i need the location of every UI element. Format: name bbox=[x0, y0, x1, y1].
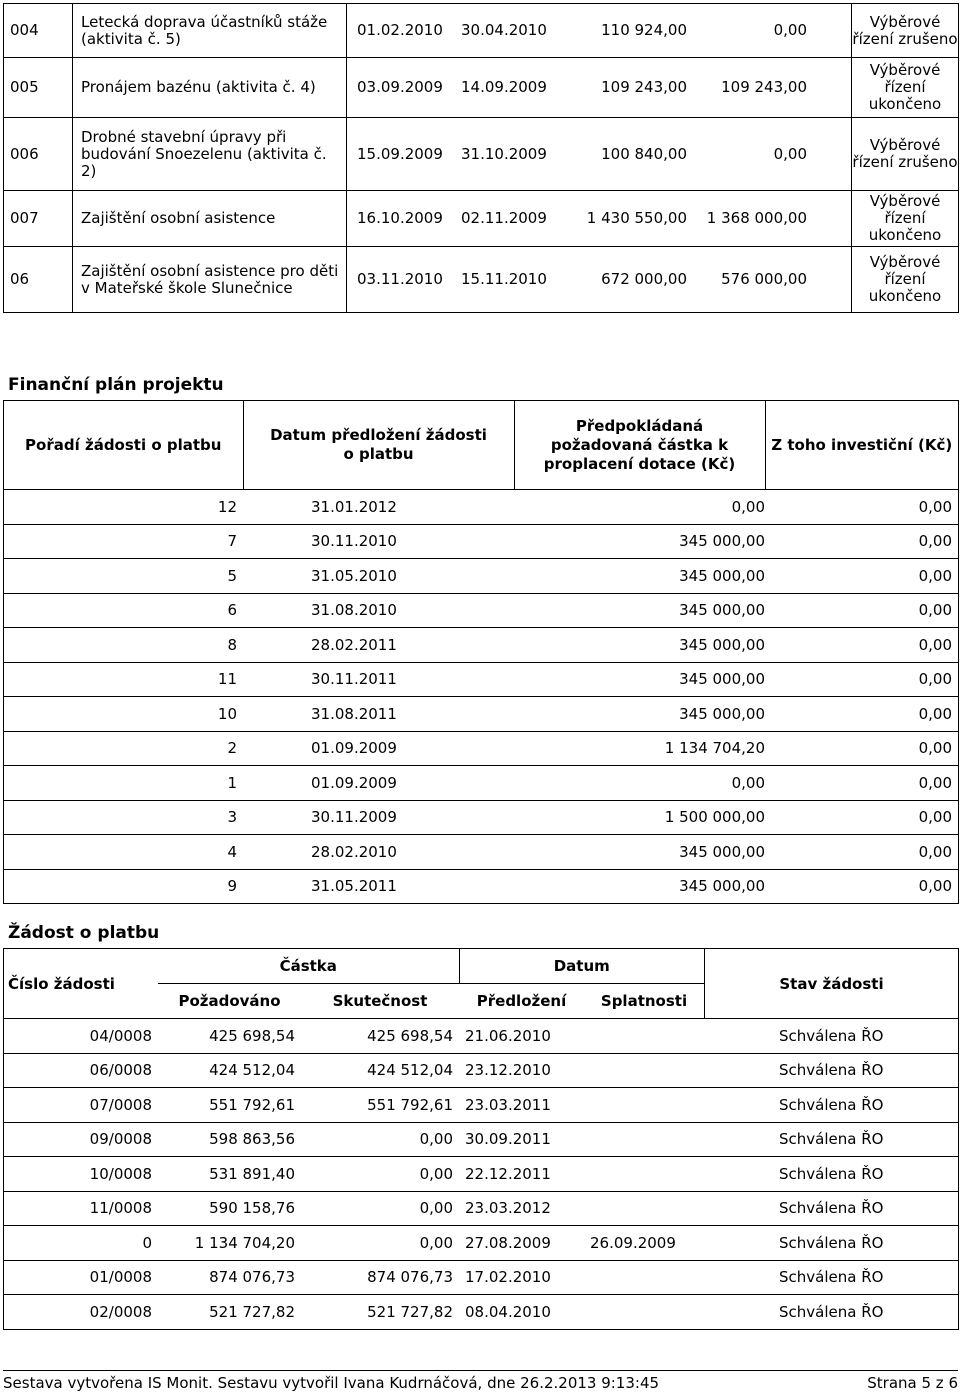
payment-due: 26.09.2009 bbox=[584, 1226, 705, 1261]
payment-submitted: 08.04.2010 bbox=[459, 1295, 584, 1330]
header-requested: Požadováno bbox=[158, 984, 301, 1019]
procurement-paid: 109 243,00 bbox=[721, 78, 807, 96]
payment-row bbox=[4, 1053, 959, 1088]
payment-number: 02/0008 bbox=[4, 1295, 159, 1330]
header-number: Číslo žádosti bbox=[4, 949, 159, 1019]
payment-due bbox=[584, 1088, 705, 1123]
payment-number: 09/0008 bbox=[4, 1122, 159, 1157]
payment-due bbox=[584, 1191, 705, 1226]
plan-order: 6 bbox=[4, 593, 244, 628]
payment-row bbox=[4, 1191, 959, 1226]
plan-amount: 345 000,00 bbox=[514, 559, 765, 594]
procurement-name: Drobné stavební úpravy při budování Snoezelenu (aktivita č. 2) bbox=[73, 118, 347, 191]
payment-submitted: 23.03.2012 bbox=[459, 1191, 584, 1226]
plan-amount: 0,00 bbox=[514, 766, 765, 801]
payment-requested: 551 792,61 bbox=[158, 1088, 301, 1123]
payment-actual: 424 512,04 bbox=[301, 1053, 459, 1088]
procurement-state: Výběrové řízení zrušeno bbox=[852, 4, 959, 58]
payment-requested: 1 134 704,20 bbox=[158, 1226, 301, 1261]
payment-requested: 424 512,04 bbox=[158, 1053, 301, 1088]
procurement-row bbox=[4, 4, 959, 58]
payment-actual: 874 076,73 bbox=[301, 1260, 459, 1295]
procurement-state: Výběrové řízení ukončeno bbox=[852, 191, 959, 247]
plan-date: 28.02.2010 bbox=[243, 835, 514, 870]
payment-actual: 0,00 bbox=[301, 1122, 459, 1157]
plan-date: 01.09.2009 bbox=[243, 766, 514, 801]
financial-plan-row bbox=[4, 593, 959, 628]
payment-actual: 0,00 bbox=[301, 1226, 459, 1261]
plan-date: 30.11.2010 bbox=[243, 524, 514, 559]
plan-invest: 0,00 bbox=[765, 697, 959, 732]
plan-amount: 345 000,00 bbox=[514, 835, 765, 870]
payment-row bbox=[4, 1019, 959, 1054]
plan-date: 31.08.2011 bbox=[243, 697, 514, 732]
plan-order: 8 bbox=[4, 628, 244, 663]
plan-date: 28.02.2011 bbox=[243, 628, 514, 663]
payment-submitted: 21.06.2010 bbox=[459, 1019, 584, 1054]
plan-date: 31.01.2012 bbox=[243, 490, 514, 525]
plan-invest: 0,00 bbox=[765, 490, 959, 525]
payment-number: 07/0008 bbox=[4, 1088, 159, 1123]
payment-requested: 425 698,54 bbox=[158, 1019, 301, 1054]
header-amount: Předpokládaná požadovaná částka k proplacení dotace (Kč) bbox=[514, 401, 765, 490]
payment-number: 10/0008 bbox=[4, 1157, 159, 1192]
payment-due bbox=[584, 1260, 705, 1295]
plan-amount: 1 134 704,20 bbox=[514, 731, 765, 766]
financial-plan-row bbox=[4, 662, 959, 697]
plan-invest: 0,00 bbox=[765, 869, 959, 904]
procurement-amount: 110 924,00 bbox=[601, 21, 687, 39]
payment-requested: 521 727,82 bbox=[158, 1295, 301, 1330]
plan-date: 30.11.2009 bbox=[243, 800, 514, 835]
payment-submitted: 17.02.2010 bbox=[459, 1260, 584, 1295]
procurement-amount: 672 000,00 bbox=[601, 270, 687, 288]
payment-due bbox=[584, 1019, 705, 1054]
header-state: Stav žádosti bbox=[705, 949, 959, 1019]
header-date-group: Datum bbox=[459, 949, 705, 984]
financial-plan-row bbox=[4, 766, 959, 801]
procurement-table bbox=[3, 3, 959, 313]
plan-order: 5 bbox=[4, 559, 244, 594]
footer-page-number: Strana 5 z 6 bbox=[867, 1374, 958, 1392]
plan-order: 7 bbox=[4, 524, 244, 559]
payment-submitted: 23.03.2011 bbox=[459, 1088, 584, 1123]
payment-row bbox=[4, 1260, 959, 1295]
procurement-number: 007 bbox=[4, 191, 73, 247]
payment-actual: 0,00 bbox=[301, 1157, 459, 1192]
procurement-values bbox=[347, 191, 852, 247]
payment-state: Schválena ŘO bbox=[705, 1157, 959, 1192]
procurement-name: Zajištění osobní asistence pro děti v Mateřské škole Slunečnice bbox=[73, 247, 347, 313]
plan-order: 12 bbox=[4, 490, 244, 525]
header-due: Splatnosti bbox=[584, 984, 705, 1019]
procurement-number: 004 bbox=[4, 4, 73, 58]
payment-number: 11/0008 bbox=[4, 1191, 159, 1226]
procurement-paid: 1 368 000,00 bbox=[706, 209, 807, 227]
plan-invest: 0,00 bbox=[765, 559, 959, 594]
payment-number: 04/0008 bbox=[4, 1019, 159, 1054]
payment-row bbox=[4, 1088, 959, 1123]
plan-order: 11 bbox=[4, 662, 244, 697]
plan-order: 1 bbox=[4, 766, 244, 801]
financial-plan-row bbox=[4, 697, 959, 732]
procurement-number: 06 bbox=[4, 247, 73, 313]
procurement-number: 005 bbox=[4, 58, 73, 118]
procurement-from: 03.09.2009 bbox=[357, 78, 443, 96]
plan-invest: 0,00 bbox=[765, 662, 959, 697]
plan-amount: 345 000,00 bbox=[514, 869, 765, 904]
procurement-row bbox=[4, 58, 959, 118]
payment-actual: 521 727,82 bbox=[301, 1295, 459, 1330]
payment-request-title: Žádost o platbu bbox=[8, 923, 160, 943]
procurement-row bbox=[4, 191, 959, 247]
procurement-paid: 0,00 bbox=[773, 21, 807, 39]
plan-order: 4 bbox=[4, 835, 244, 870]
payment-actual: 425 698,54 bbox=[301, 1019, 459, 1054]
payment-due bbox=[584, 1295, 705, 1330]
procurement-state: Výběrové řízení ukončeno bbox=[852, 58, 959, 118]
payment-due bbox=[584, 1157, 705, 1192]
financial-plan-row bbox=[4, 524, 959, 559]
payment-state: Schválena ŘO bbox=[705, 1088, 959, 1123]
payment-row bbox=[4, 1226, 959, 1261]
financial-plan-row bbox=[4, 490, 959, 525]
procurement-row bbox=[4, 118, 959, 191]
plan-invest: 0,00 bbox=[765, 835, 959, 870]
payment-submitted: 27.08.2009 bbox=[459, 1226, 584, 1261]
procurement-paid: 0,00 bbox=[773, 144, 807, 163]
payment-state: Schválena ŘO bbox=[705, 1226, 959, 1261]
plan-order: 2 bbox=[4, 731, 244, 766]
payment-requested: 598 863,56 bbox=[158, 1122, 301, 1157]
plan-amount: 345 000,00 bbox=[514, 593, 765, 628]
payment-state: Schválena ŘO bbox=[705, 1019, 959, 1054]
plan-date: 31.05.2010 bbox=[243, 559, 514, 594]
procurement-row bbox=[4, 247, 959, 313]
plan-amount: 1 500 000,00 bbox=[514, 800, 765, 835]
header-actual: Skutečnost bbox=[301, 984, 459, 1019]
procurement-state: Výběrové řízení zrušeno bbox=[852, 118, 959, 191]
procurement-to: 15.11.2010 bbox=[461, 270, 547, 288]
header-submitted: Předložení bbox=[459, 984, 584, 1019]
plan-amount: 345 000,00 bbox=[514, 662, 765, 697]
plan-invest: 0,00 bbox=[765, 800, 959, 835]
financial-plan-row bbox=[4, 559, 959, 594]
payment-state: Schválena ŘO bbox=[705, 1191, 959, 1226]
procurement-amount: 1 430 550,00 bbox=[586, 209, 687, 227]
payment-request-table bbox=[3, 948, 959, 1330]
procurement-values bbox=[347, 118, 852, 191]
procurement-name: Pronájem bazénu (aktivita č. 4) bbox=[73, 58, 347, 118]
payment-state: Schválena ŘO bbox=[705, 1053, 959, 1088]
plan-date: 30.11.2011 bbox=[243, 662, 514, 697]
payment-row bbox=[4, 1157, 959, 1192]
procurement-from: 03.11.2010 bbox=[357, 270, 443, 288]
plan-invest: 0,00 bbox=[765, 524, 959, 559]
payment-due bbox=[584, 1122, 705, 1157]
page-footer bbox=[3, 1370, 958, 1392]
procurement-name: Letecká doprava účastníků stáže (aktivita č. 5) bbox=[73, 4, 347, 58]
payment-row bbox=[4, 1122, 959, 1157]
plan-order: 9 bbox=[4, 869, 244, 904]
financial-plan-row bbox=[4, 869, 959, 904]
procurement-to: 14.09.2009 bbox=[461, 78, 547, 96]
payment-state: Schválena ŘO bbox=[705, 1260, 959, 1295]
plan-invest: 0,00 bbox=[765, 766, 959, 801]
procurement-to: 31.10.2009 bbox=[461, 144, 547, 163]
plan-date: 31.08.2010 bbox=[243, 593, 514, 628]
plan-invest: 0,00 bbox=[765, 731, 959, 766]
payment-submitted: 23.12.2010 bbox=[459, 1053, 584, 1088]
financial-plan-row bbox=[4, 800, 959, 835]
financial-plan-row bbox=[4, 731, 959, 766]
payment-requested: 531 891,40 bbox=[158, 1157, 301, 1192]
procurement-amount: 109 243,00 bbox=[601, 78, 687, 96]
plan-date: 31.05.2011 bbox=[243, 869, 514, 904]
payment-number: 01/0008 bbox=[4, 1260, 159, 1295]
plan-date: 01.09.2009 bbox=[243, 731, 514, 766]
payment-row bbox=[4, 1295, 959, 1330]
plan-invest: 0,00 bbox=[765, 628, 959, 663]
payment-requested: 590 158,76 bbox=[158, 1191, 301, 1226]
procurement-name: Zajištění osobní asistence bbox=[73, 191, 347, 247]
plan-amount: 345 000,00 bbox=[514, 628, 765, 663]
plan-order: 3 bbox=[4, 800, 244, 835]
procurement-values bbox=[347, 58, 852, 118]
header-invest: Z toho investiční (Kč) bbox=[765, 401, 959, 490]
plan-amount: 0,00 bbox=[514, 490, 765, 525]
procurement-values bbox=[347, 4, 852, 58]
procurement-paid: 576 000,00 bbox=[721, 270, 807, 288]
procurement-to: 02.11.2009 bbox=[461, 209, 547, 227]
procurement-from: 16.10.2009 bbox=[357, 209, 443, 227]
payment-due bbox=[584, 1053, 705, 1088]
financial-plan-row bbox=[4, 835, 959, 870]
financial-plan-row bbox=[4, 628, 959, 663]
payment-state: Schválena ŘO bbox=[705, 1122, 959, 1157]
financial-plan-title: Finanční plán projektu bbox=[8, 375, 224, 395]
procurement-from: 15.09.2009 bbox=[357, 144, 443, 163]
payment-actual: 551 792,61 bbox=[301, 1088, 459, 1123]
plan-amount: 345 000,00 bbox=[514, 524, 765, 559]
plan-order: 10 bbox=[4, 697, 244, 732]
payment-number: 0 bbox=[4, 1226, 159, 1261]
procurement-amount: 100 840,00 bbox=[601, 144, 687, 163]
procurement-from: 01.02.2010 bbox=[357, 21, 443, 39]
footer-report-info: Sestava vytvořena IS Monit. Sestavu vytvořil Ivana Kudrnáčová, dne 26.2.2013 9:13:45 bbox=[3, 1374, 660, 1392]
header-order: Pořadí žádosti o platbu bbox=[4, 401, 244, 490]
plan-invest: 0,00 bbox=[765, 593, 959, 628]
procurement-number: 006 bbox=[4, 118, 73, 191]
payment-submitted: 30.09.2011 bbox=[459, 1122, 584, 1157]
procurement-values bbox=[347, 247, 852, 313]
financial-plan-table bbox=[3, 400, 959, 904]
procurement-to: 30.04.2010 bbox=[461, 21, 547, 39]
payment-actual: 0,00 bbox=[301, 1191, 459, 1226]
header-date: Datum předložení žádosti o platbu bbox=[243, 401, 514, 490]
procurement-state: Výběrové řízení ukončeno bbox=[852, 247, 959, 313]
header-amount-group: Částka bbox=[158, 949, 459, 984]
plan-amount: 345 000,00 bbox=[514, 697, 765, 732]
payment-number: 06/0008 bbox=[4, 1053, 159, 1088]
payment-submitted: 22.12.2011 bbox=[459, 1157, 584, 1192]
payment-state: Schválena ŘO bbox=[705, 1295, 959, 1330]
payment-requested: 874 076,73 bbox=[158, 1260, 301, 1295]
